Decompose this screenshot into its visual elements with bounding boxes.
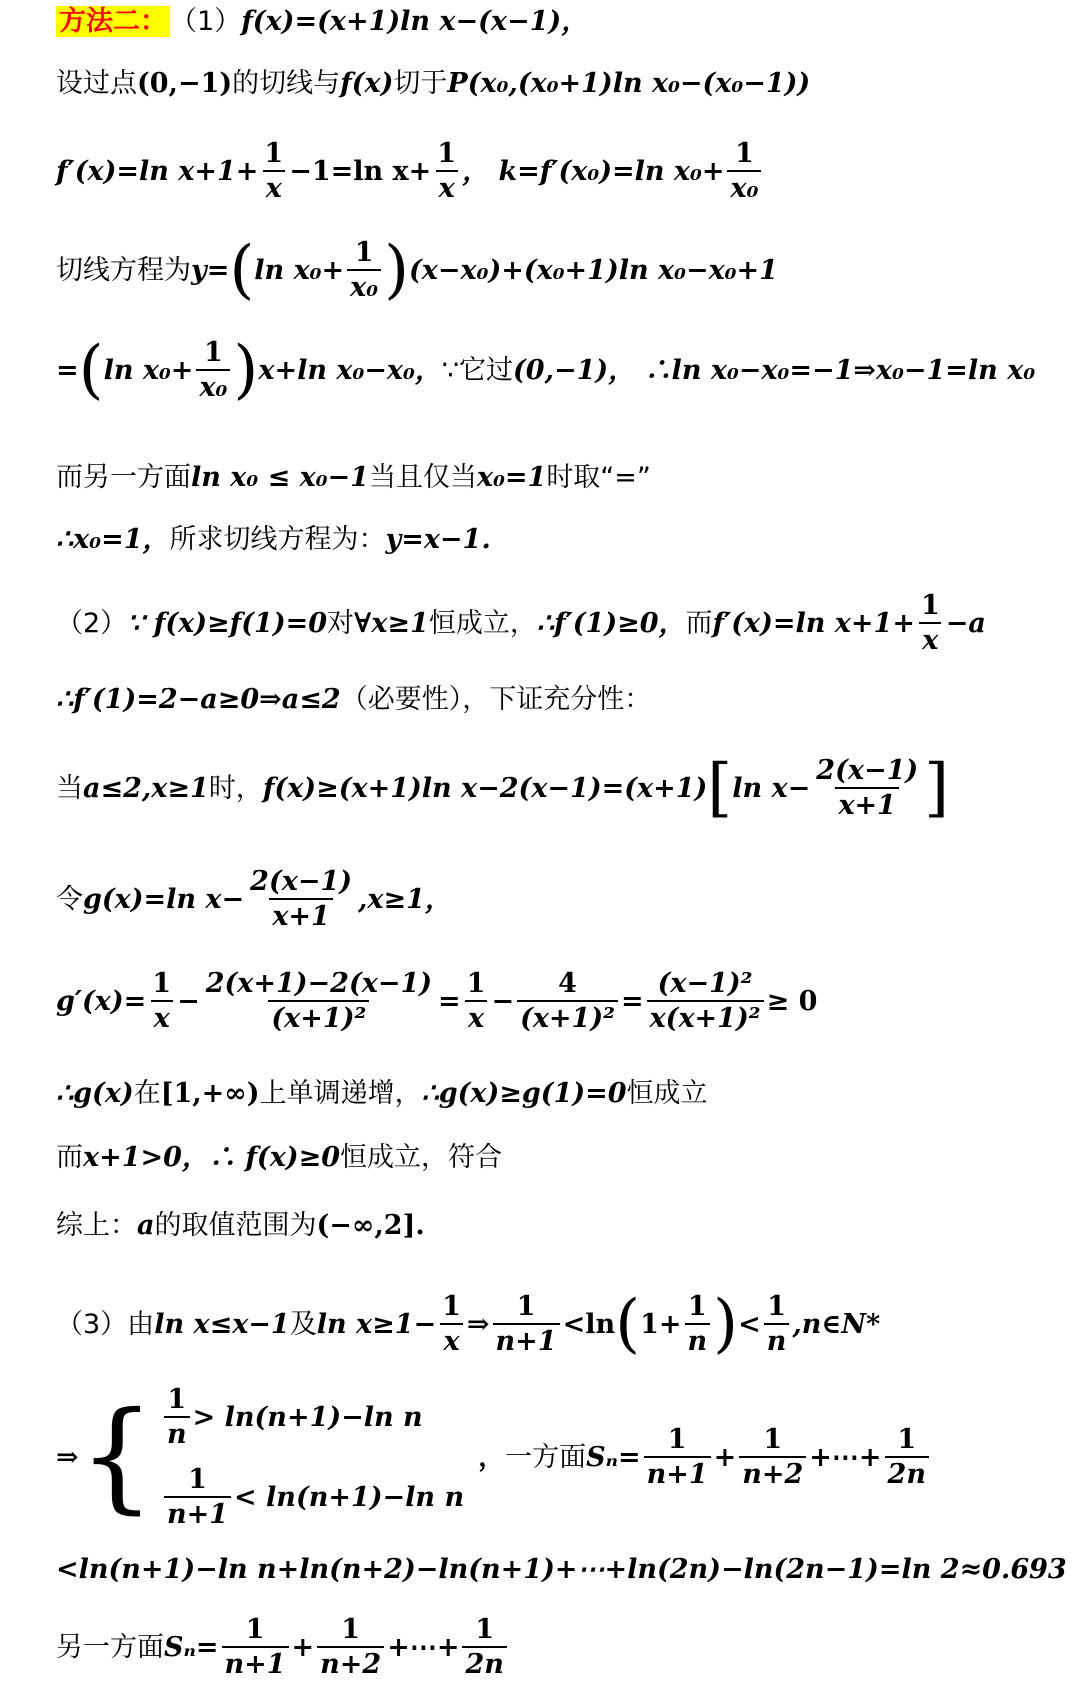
fraction: $\frac{2(x+1)-2(x-1)}{\text{(x+1)²}}$ [205, 968, 433, 1034]
text: 切线方程为 [56, 254, 191, 286]
inequality-system [79, 1386, 464, 1528]
text: 对 [327, 607, 355, 639]
formula: ∴f′(1)=2−a≥0⇒a≤2 [56, 684, 341, 715]
fraction: $\frac{1}{x}$ [466, 968, 486, 1034]
formula: ∴f′(1)≥0， [536, 607, 686, 639]
formula: y= [191, 254, 230, 286]
formula: f(x) [340, 68, 394, 99]
fraction: $\frac{1}{n+1}$ [493, 1293, 560, 1355]
fraction: $\frac{1}{\text{x₀}}$ [347, 239, 381, 301]
formula: ∴g(x)≥g(1)=0 [421, 1078, 627, 1109]
text: 当且仅当 [368, 462, 477, 493]
formula: <ln [562, 1308, 616, 1340]
left-paren: ( [229, 233, 255, 307]
fraction: $\frac{1}{n+1}$ [222, 1616, 289, 1678]
line-sufficiency [56, 751, 950, 825]
right-bracket: ] [924, 751, 950, 825]
formula: 1+ [640, 1308, 682, 1340]
text: 令 [56, 883, 83, 915]
line-telescoping [56, 1556, 1067, 1583]
formula: (0,−1) [137, 68, 233, 99]
formula: (x−x₀)+(x₀+1)ln x₀−x₀+1 [409, 254, 778, 286]
formula: ln x₀ ≤ x₀−1 [191, 462, 369, 493]
line-part2 [56, 592, 986, 654]
text: 恒成立， [428, 607, 537, 639]
formula: ∀x≥1 [354, 607, 429, 639]
formula: x+1>0，∴ f(x)≥0 [83, 1142, 340, 1173]
text: 另一方面 [56, 1631, 164, 1663]
text: 恒成立 [626, 1078, 708, 1109]
text: 在 [133, 1078, 161, 1109]
fraction: $\frac{1}{n+2}$ [739, 1426, 806, 1488]
formula: f′(x)=ln x+1+ [712, 607, 915, 639]
text: 当 [56, 772, 83, 804]
formula: <ln(n+1)−ln n+ln(n+2)−ln(n+1)+⋯+ln(2n)−ln(2n−1)=ln 2≈0.693 [56, 1554, 1067, 1585]
formula: + [713, 1441, 737, 1473]
formula: g′(x)= [56, 985, 147, 1017]
text: 上单调递增， [259, 1078, 422, 1109]
fraction: $\frac{2(x-1)}{x+1}$ [816, 755, 919, 821]
line-tangent-eq [56, 233, 778, 307]
text: 时， [208, 772, 263, 804]
fraction: $\frac{4}{\text{(x+1)²}}$ [517, 970, 618, 1032]
line-tangent-setup [56, 70, 810, 97]
text: 所求切线方程为： [169, 524, 386, 555]
fraction: $\frac{1}{n+2}$ [317, 1616, 384, 1678]
fraction: $\frac{1}{2n}$ [462, 1616, 506, 1678]
fraction: $\frac{1}{n+1}$ [644, 1426, 711, 1488]
formula: ， k=f′(x₀)=ln x₀+ [462, 155, 725, 187]
formula: = [620, 985, 644, 1017]
line-g-derivative [56, 970, 817, 1032]
formula: + [291, 1631, 315, 1663]
left-brace: { [78, 1387, 155, 1526]
formula: ， [478, 1441, 506, 1473]
left-paren: ( [78, 333, 104, 407]
text: 而 [56, 1142, 83, 1173]
text: 切于 [393, 68, 448, 99]
line-conclusion1 [56, 526, 491, 553]
formula: ln x− [732, 772, 811, 804]
fraction: $\frac{1}{x}$ [920, 590, 940, 656]
text: 设过点 [56, 68, 137, 99]
formula: − [177, 985, 200, 1017]
line-monotonic [56, 1080, 708, 1107]
fraction: $\frac{1}{\text{x₀}}$ [727, 140, 761, 202]
formula: − [491, 985, 515, 1017]
system-row-1: $\frac{1}{n}$ > ln(n+1)−ln n [161, 1386, 464, 1448]
formula: a [137, 1210, 155, 1241]
line-necessity [56, 686, 651, 713]
part-label: （1） [170, 6, 242, 37]
text: 的切线与 [232, 68, 341, 99]
line-passes-point [56, 333, 1036, 407]
fraction: $\frac{1}{x}$ [264, 138, 284, 204]
method-title: 方法二： [56, 6, 170, 37]
line-other-hand [56, 464, 651, 491]
formula: P(x₀,(x₀+1)ln x₀−(x₀−1)) [447, 68, 811, 99]
line-holds [56, 1144, 502, 1171]
formula: ≥ 0 [766, 985, 818, 1017]
formula: g(x)=ln x− [83, 883, 245, 915]
text: 恒成立，符合 [340, 1142, 502, 1173]
text: 的取值范围为 [154, 1210, 317, 1241]
formula: ⇒ [466, 1308, 490, 1340]
text: 综上： [56, 1210, 137, 1241]
text: 而另一方面 [56, 462, 191, 493]
line-other-side [56, 1616, 510, 1678]
formula: ∵ f(x)≥f(1)=0 [127, 607, 328, 639]
fraction: $\frac{1}{x}$ [442, 1291, 461, 1357]
formula: = [56, 354, 79, 386]
formula: Sₙ= [586, 1441, 641, 1473]
left-bracket: [ [707, 751, 733, 825]
fraction: $\frac{1}{n}$ [764, 1293, 790, 1355]
right-paren: ) [713, 1287, 739, 1361]
part-label: （2） [56, 607, 128, 639]
formula: ,n∈N* [792, 1308, 881, 1340]
fraction: $\frac{2(x-1)}{x+1}$ [250, 866, 352, 932]
formula: ln x₀+ [254, 254, 345, 286]
text: 及 [289, 1308, 317, 1340]
formula: f(x)≥(x+1)ln x−2(x−1)=(x+1) [262, 772, 708, 804]
formula: f′(x)=ln x+1+ [56, 155, 259, 187]
text: （必要性），下证充分性： [340, 684, 652, 715]
text: 时取“=” [546, 462, 651, 493]
formula: y=x−1. [385, 524, 491, 555]
line-part3 [56, 1287, 881, 1361]
text: 而 [685, 607, 713, 639]
line-system [56, 1386, 932, 1528]
line-part1 [56, 6, 588, 37]
fraction: $\frac{1}{n}$ [685, 1293, 711, 1355]
formula: −a [945, 607, 986, 639]
line-range [56, 1212, 425, 1239]
right-paren: ) [384, 233, 410, 307]
fraction: $\frac{1}{2n}$ [885, 1426, 929, 1488]
formula: ∴x₀=1， [56, 524, 170, 555]
formula: ∴g(x) [56, 1078, 134, 1109]
formula: −1=ln x+ [289, 155, 432, 187]
formula: ln x≥1− [316, 1308, 437, 1340]
formula: x₀=1 [476, 462, 547, 493]
text: ∵它过 [441, 354, 514, 386]
line-define-g [56, 868, 452, 930]
formula: f(x)=(x+1)ln x−(x−1)， [241, 6, 589, 37]
fraction: $\frac{\text{(x−1)²}}{\text{x(x+1)²}}$ [647, 970, 764, 1032]
system-row-2: $\frac{1}{n+1}$ < ln(n+1)−ln n [161, 1466, 464, 1528]
left-paren: ( [615, 1287, 641, 1361]
formula: (0,−1)， ∴ln x₀−x₀=−1⇒x₀−1=ln x₀ [513, 354, 1036, 386]
fraction: $\frac{1}{x}$ [152, 968, 172, 1034]
right-paren: ) [233, 333, 259, 407]
formula: ln x₀+ [103, 354, 194, 386]
part-label: （3）由 [56, 1308, 155, 1340]
formula: < [738, 1308, 761, 1340]
text: 一方面 [505, 1441, 587, 1473]
formula: = [438, 985, 461, 1017]
formula: (−∞,2]. [316, 1210, 425, 1241]
formula: +⋯+ [387, 1631, 460, 1663]
formula: Sₙ= [164, 1631, 219, 1663]
formula: a≤2,x≥1 [83, 772, 209, 804]
formula: x+ln x₀−x₀， [258, 354, 442, 386]
formula: ln x≤x−1 [154, 1308, 290, 1340]
line-derivative [56, 140, 764, 202]
formula: ,x≥1， [358, 883, 452, 915]
formula: ⇒ [56, 1441, 79, 1473]
formula: [1,+∞) [160, 1078, 260, 1109]
formula: +⋯+ [809, 1441, 882, 1473]
fraction: $\frac{1}{\text{x₀}}$ [196, 339, 230, 401]
fraction: $\frac{1}{x}$ [437, 138, 457, 204]
